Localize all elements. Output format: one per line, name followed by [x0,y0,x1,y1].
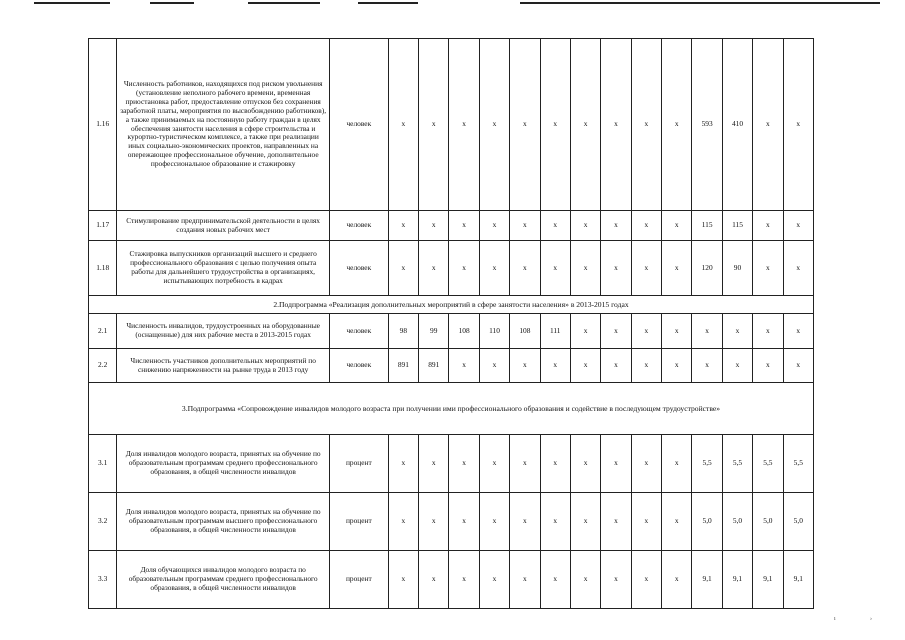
value-cell: x [722,349,752,383]
table-row [89,39,814,211]
value-cell: x [419,241,449,296]
value-cell: x [631,551,661,609]
value-cell: x [479,349,509,383]
value-cell: 5,0 [753,493,783,551]
value-cell: 115 [722,211,752,241]
indicator-description: Доля инвалидов молодого возраста, принятых на обучение по образовательным программам высшего профессионального образования, в общей численности инвалидов [117,493,330,551]
value-cell: x [601,211,631,241]
row-number: 3.2 [89,493,117,551]
value-cell: 110 [479,314,509,349]
value-cell: x [479,493,509,551]
value-cell: 410 [722,39,752,211]
value-cell: x [388,39,418,211]
value-cell: x [570,349,600,383]
value-cell: x [449,211,479,241]
value-cell: x [601,435,631,493]
value-cell: x [783,241,813,296]
indicator-description: Доля инвалидов молодого возраста, принятых на обучение по образовательным программам среднего профессионального образования, в общей численности инвалидов [117,435,330,493]
value-cell: x [601,314,631,349]
value-cell: x [601,39,631,211]
value-cell: x [722,314,752,349]
section-header-row [89,383,814,435]
value-cell: x [601,349,631,383]
value-cell: x [479,211,509,241]
value-cell: 5,5 [753,435,783,493]
indicator-description: Доля обучающихся инвалидов молодого возраста по образовательным программам среднего профессионального образования, в общей численности инвалидов [117,551,330,609]
value-cell: x [540,349,570,383]
table-row [89,349,814,383]
value-cell: 111 [540,314,570,349]
value-cell: x [540,435,570,493]
value-cell: x [540,551,570,609]
value-cell: x [388,211,418,241]
scan-top-line-5 [520,2,880,4]
value-cell: x [510,241,540,296]
value-cell: x [419,551,449,609]
value-cell: 115 [692,211,722,241]
value-cell: 593 [692,39,722,211]
value-cell: 5,0 [722,493,752,551]
value-cell: x [570,551,600,609]
value-cell: x [419,211,449,241]
value-cell: x [631,314,661,349]
value-cell: x [753,314,783,349]
row-number: 1.18 [89,241,117,296]
value-cell: x [388,551,418,609]
scan-top-line-3 [248,2,320,4]
value-cell: x [783,314,813,349]
value-cell: 891 [419,349,449,383]
value-cell: 5,0 [692,493,722,551]
value-cell: x [388,241,418,296]
value-cell: x [692,314,722,349]
scan-top-line-4 [358,2,418,4]
value-cell: 5,0 [783,493,813,551]
value-cell: 5,5 [722,435,752,493]
value-cell: x [388,435,418,493]
value-cell: x [570,314,600,349]
value-cell: 5,5 [692,435,722,493]
value-cell: x [601,551,631,609]
value-cell: x [570,211,600,241]
unit-cell: человек [329,241,388,296]
value-cell: x [753,349,783,383]
value-cell: x [479,39,509,211]
value-cell: x [449,493,479,551]
value-cell: x [449,349,479,383]
value-cell: x [631,39,661,211]
table-row [89,211,814,241]
row-number: 3.3 [89,551,117,609]
value-cell: x [570,241,600,296]
unit-cell: человек [329,349,388,383]
corner-mark-right: › [870,616,872,622]
value-cell: x [601,241,631,296]
value-cell: x [783,211,813,241]
value-cell: x [510,349,540,383]
value-cell: x [662,493,692,551]
value-cell: x [388,493,418,551]
table-row [89,241,814,296]
unit-cell: процент [329,493,388,551]
value-cell: x [449,39,479,211]
value-cell: x [662,314,692,349]
value-cell: 891 [388,349,418,383]
value-cell: x [662,39,692,211]
unit-cell: человек [329,314,388,349]
value-cell: x [692,349,722,383]
value-cell: x [419,39,449,211]
value-cell: 99 [419,314,449,349]
unit-cell: человек [329,211,388,241]
table-row [89,435,814,493]
indicators-table-body [89,39,814,609]
value-cell: x [570,435,600,493]
row-number: 2.1 [89,314,117,349]
value-cell: x [753,39,783,211]
section-title: 2.Подпрограмма «Реализация дополнительных мероприятий в сфере занятости населения» в 2013-2015 годах [89,296,814,314]
unit-cell: процент [329,435,388,493]
value-cell: x [479,435,509,493]
value-cell: x [449,241,479,296]
indicators-table [88,38,814,609]
unit-cell: человек [329,39,388,211]
table-row [89,314,814,349]
value-cell: x [753,241,783,296]
value-cell: x [662,349,692,383]
value-cell: x [540,493,570,551]
value-cell: x [570,493,600,551]
indicator-description: Стажировка выпускников организаций высшего и среднего профессионального образования с целью получения опыта работы для дальнейшего трудоустройства в организациях, испытывающих потребность в кадрах [117,241,330,296]
value-cell: x [631,241,661,296]
row-number: 1.16 [89,39,117,211]
value-cell: x [449,551,479,609]
indicator-description: Численность участников дополнительных мероприятий по снижению напряженности на рынке труда в 2013 году [117,349,330,383]
value-cell: x [510,493,540,551]
value-cell: 9,1 [783,551,813,609]
value-cell: x [540,241,570,296]
section-header-row [89,296,814,314]
row-number: 1.17 [89,211,117,241]
unit-cell: процент [329,551,388,609]
section-title: 3.Подпрограмма «Сопровождение инвалидов молодого возраста при получении ими профессионального образования и содействие в последующем трудоустройстве» [89,383,814,435]
value-cell: x [631,349,661,383]
value-cell: x [510,39,540,211]
value-cell: 120 [692,241,722,296]
value-cell: x [631,493,661,551]
value-cell: x [662,241,692,296]
value-cell: x [753,211,783,241]
indicator-description: Численность инвалидов, трудоустроенных на оборудованные (оснащенные) для них рабочие места в 2013-2015 годах [117,314,330,349]
value-cell: 90 [722,241,752,296]
value-cell: x [479,241,509,296]
table-row [89,493,814,551]
value-cell: 108 [449,314,479,349]
scan-top-line-1 [34,2,110,4]
value-cell: x [540,211,570,241]
value-cell: x [510,435,540,493]
value-cell: x [662,551,692,609]
value-cell: x [662,435,692,493]
value-cell: 9,1 [722,551,752,609]
value-cell: 9,1 [753,551,783,609]
scan-top-line-2 [150,2,194,4]
row-number: 3.1 [89,435,117,493]
value-cell: x [662,211,692,241]
value-cell: x [510,551,540,609]
table-row [89,551,814,609]
value-cell: x [570,39,600,211]
value-cell: x [783,349,813,383]
value-cell: x [510,211,540,241]
value-cell: x [631,211,661,241]
value-cell: 5,5 [783,435,813,493]
value-cell: x [449,435,479,493]
indicator-description: Численность работников, находящихся под риском увольнения (установление неполного рабочего времени, временная приостановка работ, предоставление отпусков без сохранения заработной платы, мероприятия по высвобождению работников), а также принимаемых на постоянную работу граждан в целях обеспечения занятости населения в сфере строительства и курортно-туристическом комплексе, а также при реализации иных социально-экономических проектов, направленных на опережающее профессиональное обучение, дополнительное профессиональное образование и стажировку [117,39,330,211]
value-cell: x [419,435,449,493]
value-cell: x [540,39,570,211]
value-cell: 98 [388,314,418,349]
value-cell: x [601,493,631,551]
value-cell: x [419,493,449,551]
value-cell: x [479,551,509,609]
value-cell: 108 [510,314,540,349]
value-cell: 9,1 [692,551,722,609]
value-cell: x [631,435,661,493]
value-cell: x [783,39,813,211]
corner-mark-left: ı [834,616,836,622]
indicator-description: Стимулирование предпринимательской деятельности в целях создания новых рабочих мест [117,211,330,241]
row-number: 2.2 [89,349,117,383]
